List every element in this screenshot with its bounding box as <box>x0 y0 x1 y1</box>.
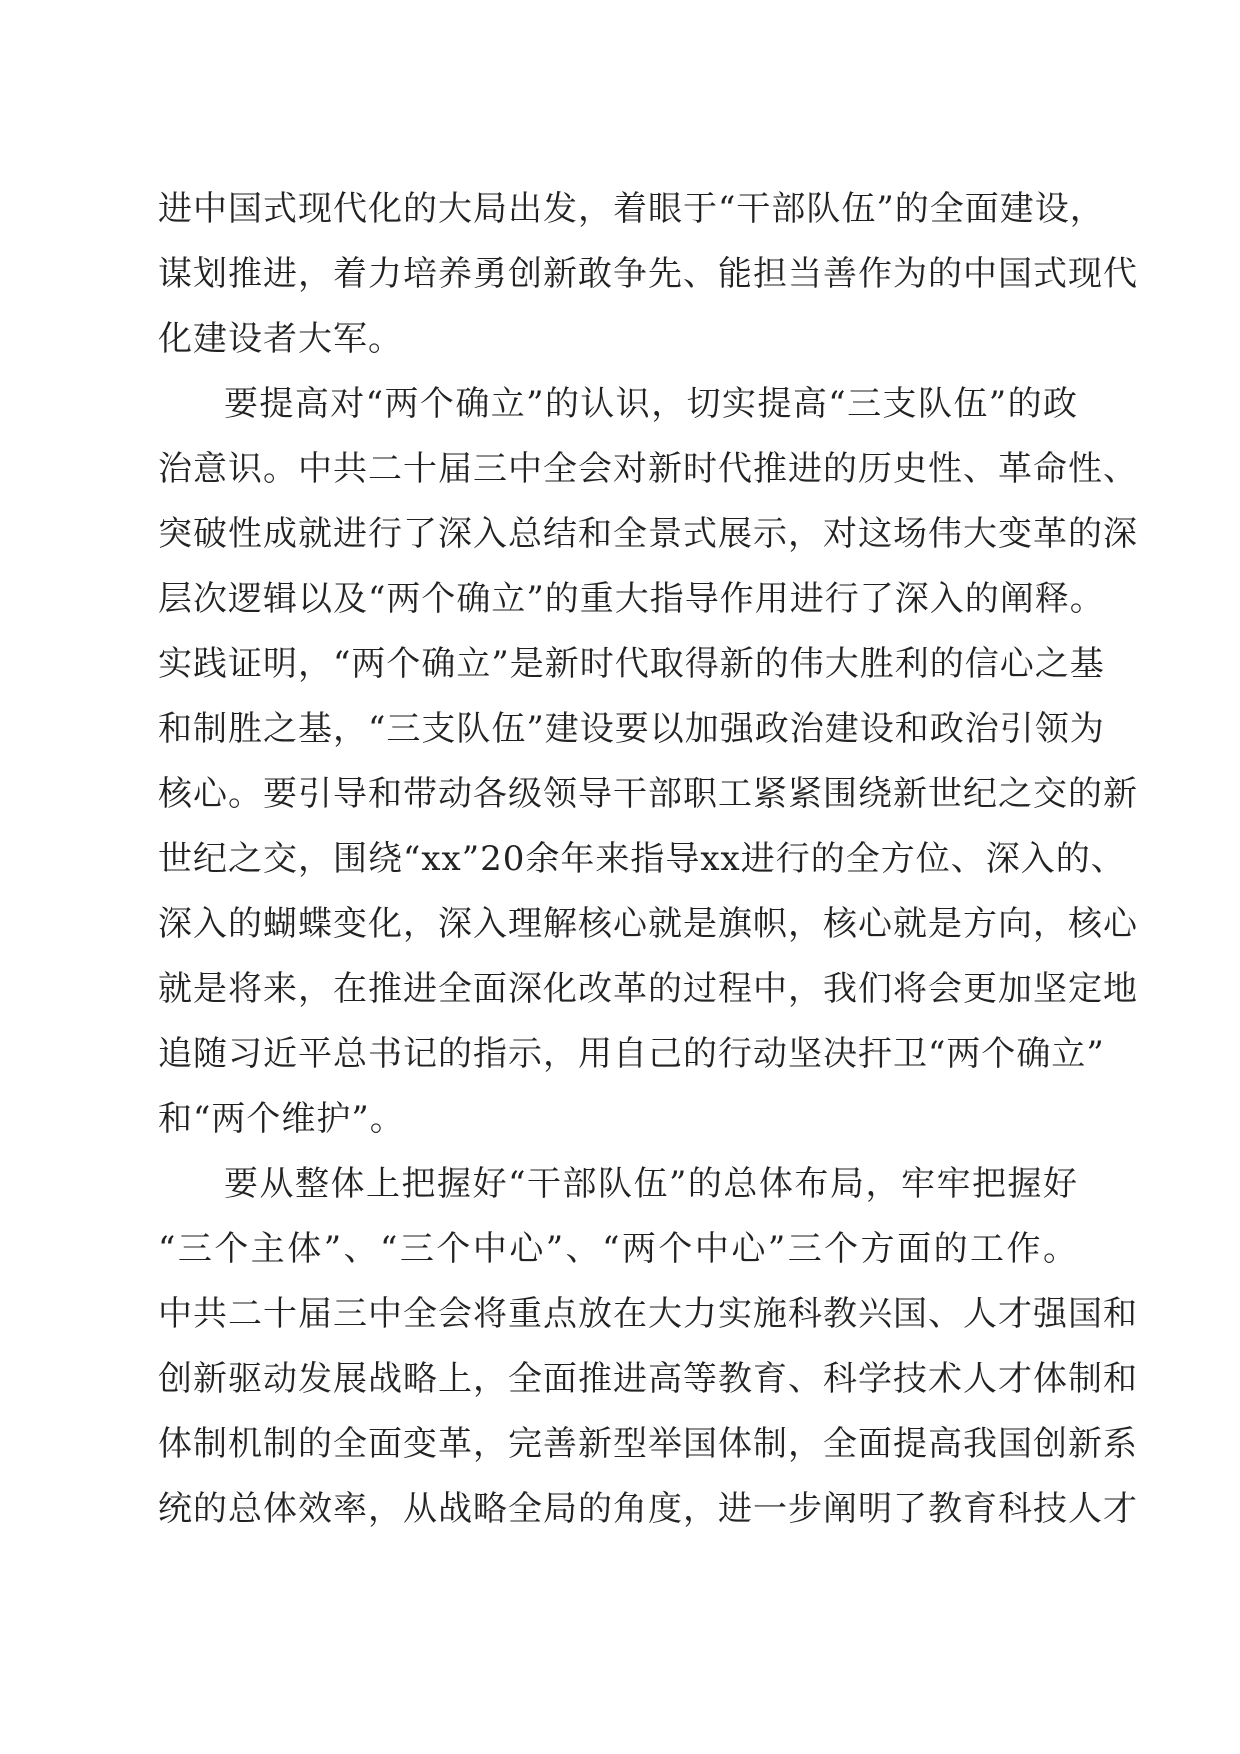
paragraph-start-line: 要提高对“两个确立”的认识，切实提高“三支队伍”的政 <box>224 384 1078 424</box>
text-line: 实践证明，“两个确立”是新时代取得新的伟大胜利的信心之基 <box>158 644 1105 684</box>
text-line: 世纪之交，围绕“xx”20余年来指导xx进行的全方位、深入的、 <box>158 839 1126 879</box>
text-line: 就是将来，在推进全面深化改革的过程中，我们将会更加坚定地 <box>158 969 1138 1009</box>
text-line: 和制胜之基，“三支队伍”建设要以加强政治建设和政治引领为 <box>158 709 1105 749</box>
text-line: “三个主体”、“三个中心”、“两个中心”三个方面的工作。 <box>158 1229 1078 1269</box>
document-body <box>158 186 1138 1551</box>
text-line: 和“两个维护”。 <box>158 1099 405 1139</box>
text-line: 核心。要引导和带动各级领导干部职工紧紧围绕新世纪之交的新 <box>158 774 1138 814</box>
text-line: 进中国式现代化的大局出发，着眼于“干部队伍”的全面建设， <box>158 189 1105 229</box>
text-line: 体制机制的全面变革，完善新型举国体制，全面提高我国创新系 <box>158 1424 1138 1464</box>
text-line: 谋划推进，着力培养勇创新敢争先、能担当善作为的中国式现代 <box>158 254 1138 294</box>
text-line: 化建设者大军。 <box>158 319 403 359</box>
text-line: 中共二十届三中全会将重点放在大力实施科教兴国、人才强国和 <box>158 1294 1138 1334</box>
text-line: 层次逻辑以及“两个确立”的重大指导作用进行了深入的阐释。 <box>158 579 1105 619</box>
text-line: 统的总体效率，从战略全局的角度，进一步阐明了教育科技人才 <box>158 1489 1138 1529</box>
text-line: 深入的蝴蝶变化，深入理解核心就是旗帜，核心就是方向，核心 <box>158 904 1138 944</box>
paragraph-start-line: 要从整体上把握好“干部队伍”的总体布局，牢牢把握好 <box>224 1164 1078 1204</box>
text-line: 追随习近平总书记的指示，用自己的行动坚决扞卫“两个确立” <box>158 1034 1105 1074</box>
text-line: 突破性成就进行了深入总结和全景式展示，对这场伟大变革的深 <box>158 514 1138 554</box>
text-line: 治意识。中共二十届三中全会对新时代推进的历史性、革命性、 <box>158 449 1138 489</box>
text-line: 创新驱动发展战略上，全面推进高等教育、科学技术人才体制和 <box>158 1359 1138 1399</box>
